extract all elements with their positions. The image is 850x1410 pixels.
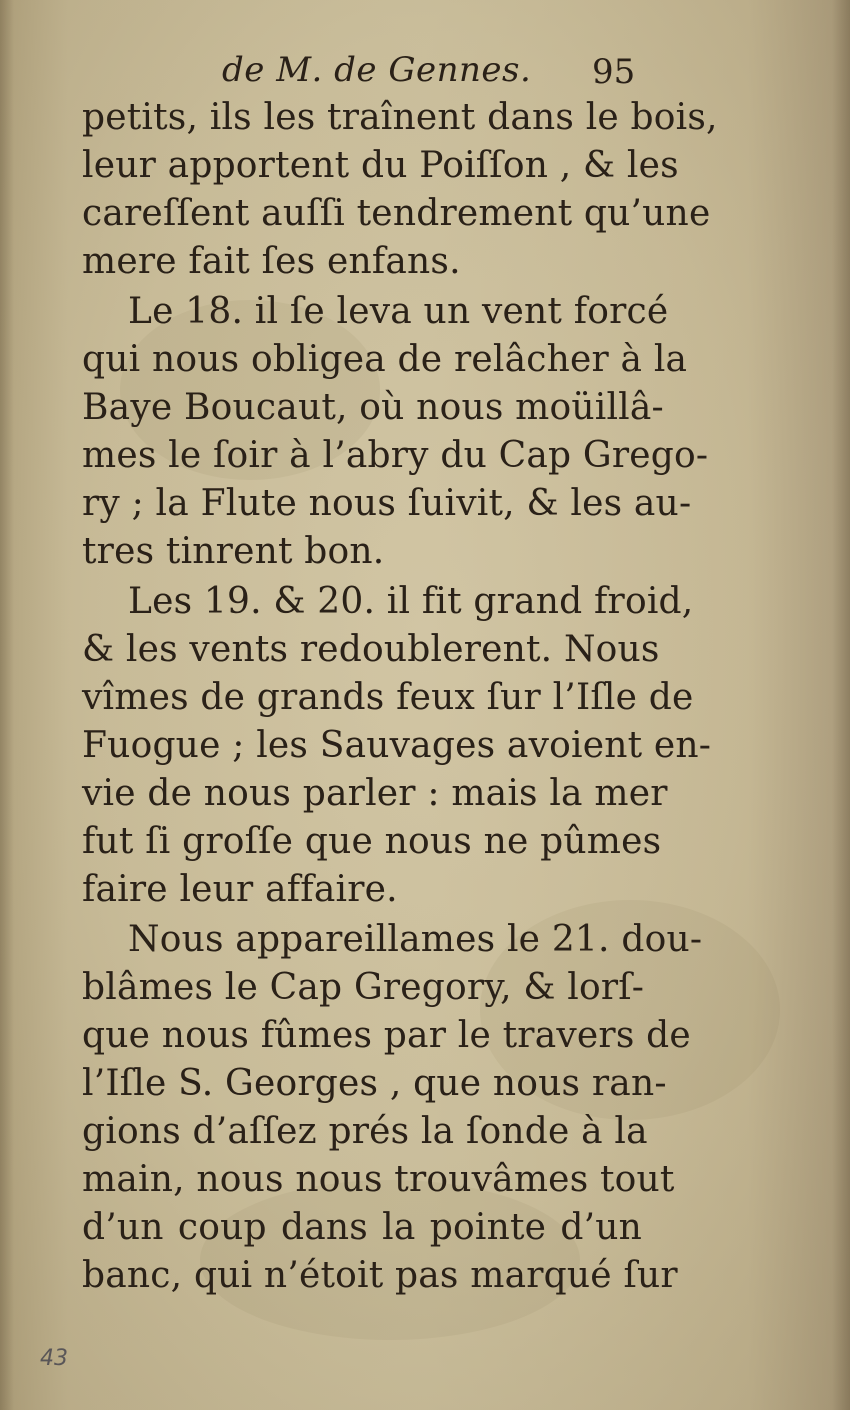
paragraph <box>82 288 709 576</box>
text-line: petits, ils les traînent dans le bois, <box>82 97 718 138</box>
text-line: main, nous nous trouvâmes tout <box>82 1159 675 1200</box>
text-line: & les vents redoublerent. Nous <box>82 629 660 670</box>
paragraph <box>82 578 712 914</box>
page-edge-shadow-left <box>0 0 14 1410</box>
text-line: Baye Boucaut, où nous moüillâ- <box>82 387 664 428</box>
running-title: de M. de Gennes. <box>222 50 532 90</box>
text-line: leur apportent du Poiſſon , & les <box>82 145 679 186</box>
text-line: Les 19. & 20. il fit grand froid, <box>128 581 694 622</box>
text-line: vie de nous parler : mais la mer <box>82 773 668 814</box>
text-line: Nous appareillames le 21. dou- <box>128 919 703 960</box>
text-line: ry ; la Flute nous ſuivit, & les au- <box>82 483 692 524</box>
text-line: vîmes de grands feux ſur l’Iſle de <box>82 677 694 718</box>
paragraph <box>82 916 703 1300</box>
text-line: blâmes le Cap Gregory, & lorſ- <box>82 967 645 1008</box>
text-line: l’Iſle S. Georges , que nous ran- <box>82 1063 667 1104</box>
text-line: careſſent auſſi tendrement qu’une <box>82 193 711 234</box>
text-line: faire leur affaire. <box>82 869 398 910</box>
text-line: fut ſi groſſe que nous ne pûmes <box>82 821 662 862</box>
body-text <box>82 94 718 1302</box>
page-number: 95 <box>592 52 636 92</box>
page-edge-shadow-right <box>832 0 850 1410</box>
text-line: Le 18. il ſe leva un vent forcé <box>128 291 669 332</box>
text-line: tres tinrent bon. <box>82 531 385 572</box>
text-line: Fuogue ; les Sauvages avoient en- <box>82 725 712 766</box>
margin-note: 43 <box>40 1346 68 1371</box>
paragraph <box>82 94 718 286</box>
text-line: d’un coup dans la pointe d’un <box>82 1207 642 1248</box>
page-header <box>0 48 850 92</box>
text-line: qui nous obligea de relâcher à la <box>82 339 688 380</box>
text-line: mere fait ſes enfans. <box>82 241 461 282</box>
text-line: mes le ſoir à l’abry du Cap Grego- <box>82 435 709 476</box>
text-line: gions d’aſſez prés la ſonde à la <box>82 1111 648 1152</box>
text-line: que nous fûmes par le travers de <box>82 1015 691 1056</box>
text-line: banc, qui n’étoit pas marqué ſur <box>82 1255 678 1296</box>
